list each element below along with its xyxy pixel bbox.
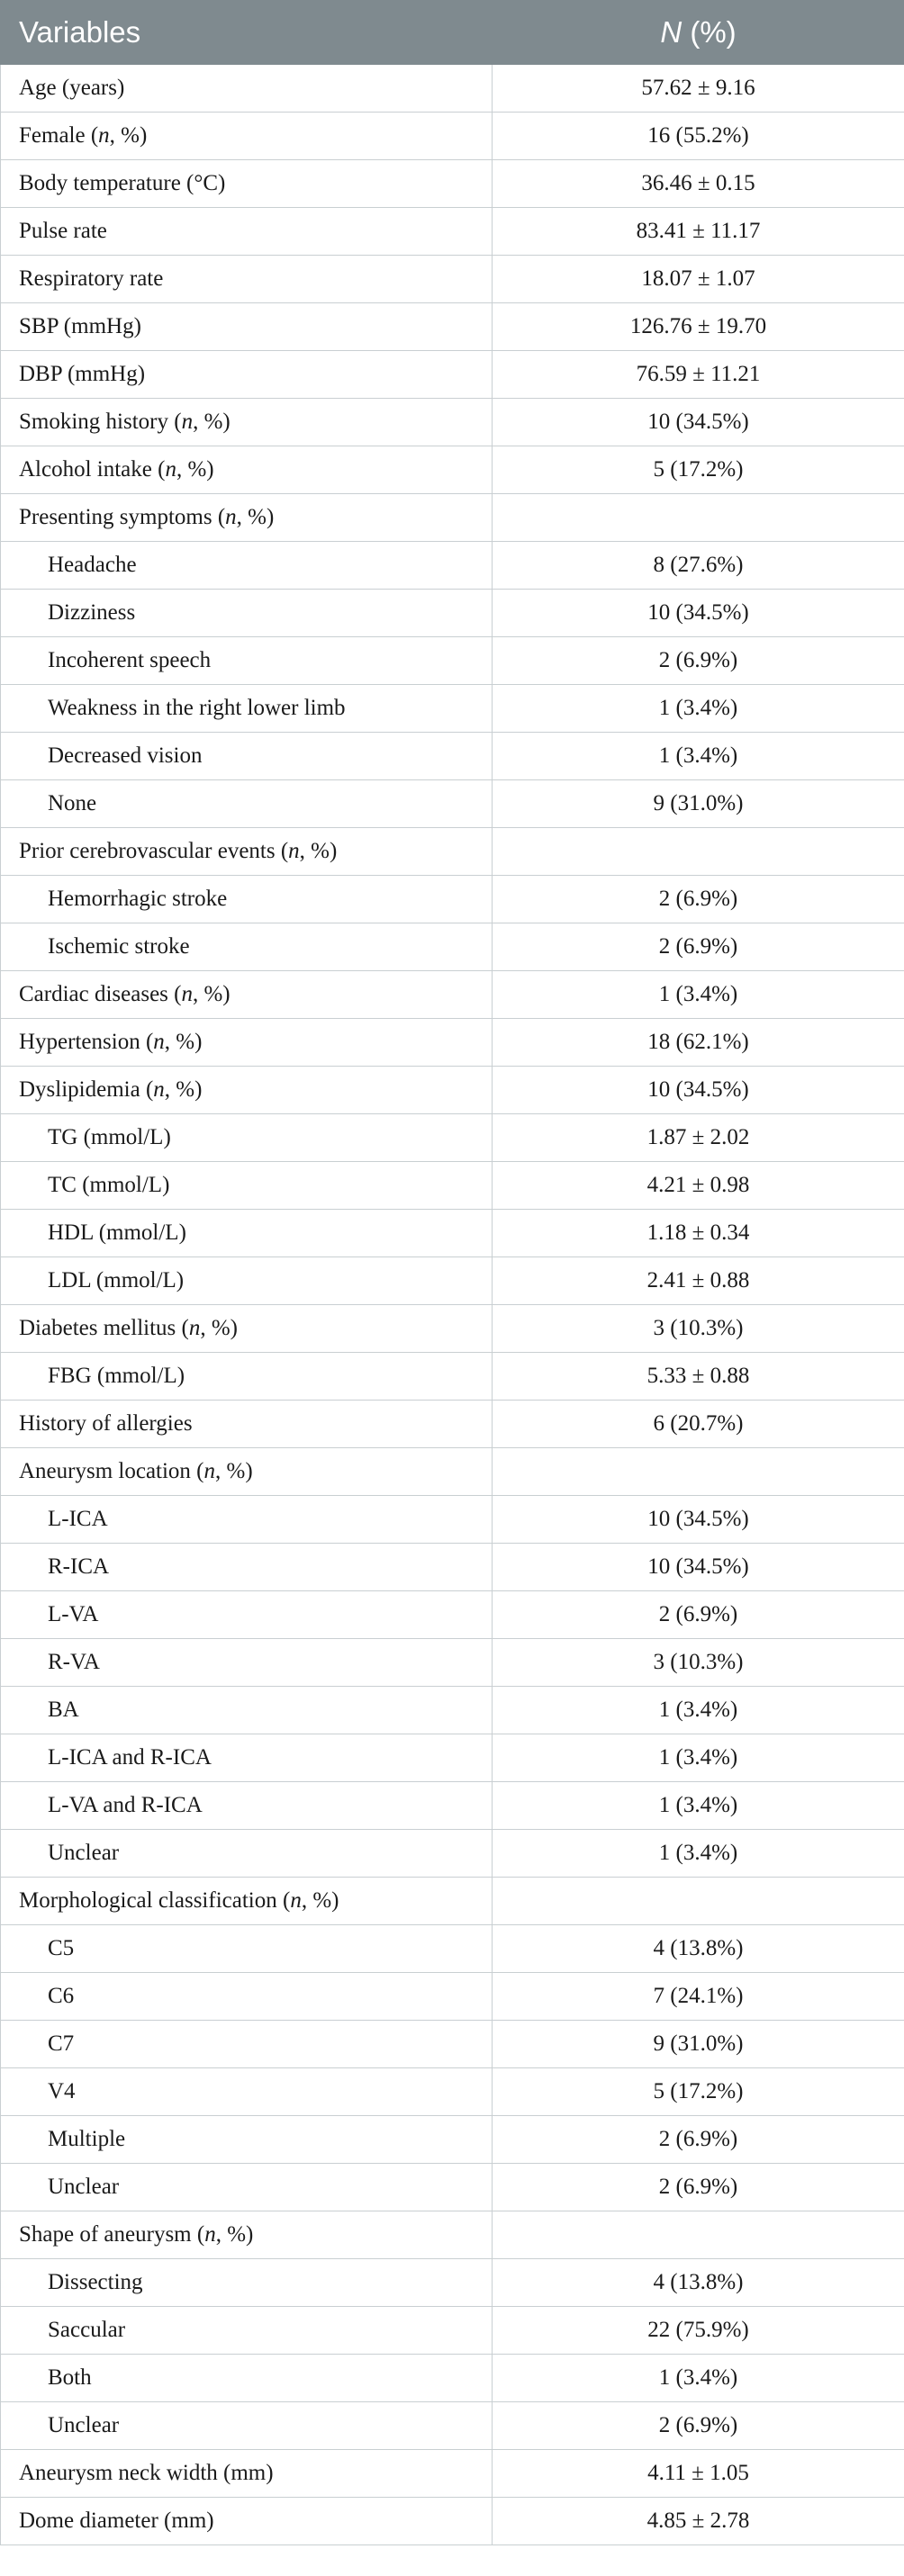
variable-label: Dissecting — [48, 2270, 143, 2294]
variable-label-italic: n — [165, 457, 176, 482]
variable-label-tail: , %) — [301, 1888, 339, 1913]
value-cell: 2 (6.9%) — [493, 2164, 904, 2211]
table-body — [1, 65, 904, 2545]
variable-label-italic: n — [188, 1316, 201, 1340]
value-cell: 1.87 ± 2.02 — [493, 1114, 904, 1162]
table-row — [1, 399, 904, 446]
table-row — [1, 494, 904, 542]
variable-label-cell — [1, 1114, 493, 1162]
value-cell: 10 (34.5%) — [493, 590, 904, 637]
variable-label: Hemorrhagic stroke — [48, 887, 228, 911]
table-row — [1, 2211, 904, 2259]
value-cell: 10 (34.5%) — [493, 1067, 904, 1114]
value-cell: 76.59 ± 11.21 — [493, 351, 904, 399]
variable-label-italic: n — [98, 123, 110, 148]
variable-label: Both — [48, 2365, 92, 2390]
value-cell: 10 (34.5%) — [493, 1496, 904, 1544]
table-row — [1, 923, 904, 971]
value-cell — [493, 494, 904, 542]
variable-label-cell — [1, 1257, 493, 1305]
table-row — [1, 1591, 904, 1639]
variable-label-cell — [1, 1544, 493, 1591]
variable-label-cell — [1, 876, 493, 923]
variable-label-cell — [1, 1496, 493, 1544]
table-row — [1, 1448, 904, 1496]
variable-label: Prior cerebrovascular events ( — [19, 839, 289, 863]
value-cell: 4.21 ± 0.98 — [493, 1162, 904, 1210]
variable-label: L-VA and R-ICA — [48, 1793, 203, 1817]
table-header — [1, 1, 904, 65]
value-cell: 2 (6.9%) — [493, 1591, 904, 1639]
variable-label: Decreased vision — [48, 743, 203, 768]
variable-label: V4 — [48, 2079, 76, 2103]
variable-label: Presenting symptoms ( — [19, 505, 226, 529]
table-row — [1, 2498, 904, 2545]
variable-label-cell — [1, 2021, 493, 2068]
variable-label-cell — [1, 1448, 493, 1496]
table-row — [1, 590, 904, 637]
variable-label-tail: , %) — [164, 1030, 203, 1054]
variable-label: Hypertension ( — [19, 1030, 154, 1054]
value-cell: 1 (3.4%) — [493, 733, 904, 780]
table-row — [1, 1878, 904, 1925]
n-percent-column-header — [493, 1, 904, 65]
variable-label: FBG (mmol/L) — [48, 1364, 185, 1388]
variable-label: Respiratory rate — [19, 266, 164, 291]
variable-label: Morphological classification ( — [19, 1888, 291, 1913]
table-row — [1, 1401, 904, 1448]
variable-label: R-VA — [48, 1650, 100, 1674]
value-cell: 2 (6.9%) — [493, 2402, 904, 2450]
variable-label: TG (mmol/L) — [48, 1125, 171, 1149]
value-cell: 2 (6.9%) — [493, 876, 904, 923]
table-row — [1, 685, 904, 733]
variable-label-tail: , %) — [109, 123, 148, 148]
table-row — [1, 1257, 904, 1305]
table-row — [1, 1734, 904, 1782]
value-cell: 2 (6.9%) — [493, 923, 904, 971]
variable-label-cell — [1, 1019, 493, 1067]
variable-label-cell — [1, 1973, 493, 2021]
variable-label: Incoherent speech — [48, 648, 212, 672]
variable-label-cell — [1, 637, 493, 685]
table-row — [1, 2259, 904, 2307]
variable-label-cell — [1, 1162, 493, 1210]
table-row — [1, 1353, 904, 1401]
variable-label-cell — [1, 160, 493, 208]
table-row — [1, 2068, 904, 2116]
table-row — [1, 303, 904, 351]
table-row — [1, 2307, 904, 2355]
variable-label-cell — [1, 1925, 493, 1973]
variable-label-tail: , %) — [193, 410, 231, 434]
table-row — [1, 446, 904, 494]
table-row — [1, 1496, 904, 1544]
variable-label-tail: , %) — [192, 982, 231, 1006]
table-row — [1, 542, 904, 590]
table-row — [1, 733, 904, 780]
variable-label-cell — [1, 1305, 493, 1353]
variables-column-header: Variables — [1, 1, 493, 65]
variable-label-cell — [1, 1210, 493, 1257]
table-row — [1, 637, 904, 685]
variable-label-cell — [1, 113, 493, 160]
variable-label: L-ICA and R-ICA — [48, 1745, 212, 1770]
variable-label: Weakness in the right lower limb — [48, 696, 346, 720]
variable-label-italic: n — [181, 410, 194, 434]
variable-label-tail: , %) — [215, 2222, 254, 2247]
value-cell — [493, 1878, 904, 1925]
table-row — [1, 1305, 904, 1353]
variable-label-cell — [1, 1591, 493, 1639]
table-row — [1, 876, 904, 923]
value-cell: 126.76 ± 19.70 — [493, 303, 904, 351]
value-cell: 4.11 ± 1.05 — [493, 2450, 904, 2498]
value-cell: 1 (3.4%) — [493, 1782, 904, 1830]
value-cell: 5 (17.2%) — [493, 2068, 904, 2116]
variable-label: Headache — [48, 553, 137, 577]
value-cell: 2 (6.9%) — [493, 2116, 904, 2164]
variable-label: R-ICA — [48, 1554, 110, 1579]
variable-label-cell — [1, 1687, 493, 1734]
table-row — [1, 256, 904, 303]
value-cell: 18 (62.1%) — [493, 1019, 904, 1067]
variable-label-cell — [1, 1878, 493, 1925]
variable-label: LDL (mmol/L) — [48, 1268, 185, 1293]
value-cell: 8 (27.6%) — [493, 542, 904, 590]
table-row — [1, 971, 904, 1019]
table-row — [1, 1782, 904, 1830]
table-row — [1, 113, 904, 160]
value-cell: 4.85 ± 2.78 — [493, 2498, 904, 2545]
value-cell: 22 (75.9%) — [493, 2307, 904, 2355]
variable-label-cell — [1, 2307, 493, 2355]
variable-label-cell — [1, 1353, 493, 1401]
table-row — [1, 1687, 904, 1734]
value-cell: 1 (3.4%) — [493, 2355, 904, 2402]
variable-label-cell — [1, 590, 493, 637]
variable-label-cell — [1, 1782, 493, 1830]
table-row — [1, 1019, 904, 1067]
table-row — [1, 780, 904, 828]
value-cell: 5.33 ± 0.88 — [493, 1353, 904, 1401]
table-row — [1, 1925, 904, 1973]
variable-label-cell — [1, 2211, 493, 2259]
table-row — [1, 2402, 904, 2450]
variable-label: Dyslipidemia ( — [19, 1077, 154, 1102]
variable-label-cell — [1, 2498, 493, 2545]
variable-label: Cardiac diseases ( — [19, 982, 182, 1006]
variable-label: Unclear — [48, 2413, 120, 2437]
table-row — [1, 1973, 904, 2021]
variable-label-cell — [1, 1401, 493, 1448]
variable-label: L-ICA — [48, 1507, 108, 1531]
variable-label-cell — [1, 2259, 493, 2307]
value-cell: 1 (3.4%) — [493, 971, 904, 1019]
variable-label-cell — [1, 1830, 493, 1878]
value-cell: 1 (3.4%) — [493, 685, 904, 733]
variable-label-cell — [1, 351, 493, 399]
variable-label-italic: n — [203, 1459, 216, 1483]
variable-label-cell — [1, 303, 493, 351]
variable-label-cell — [1, 685, 493, 733]
variable-label: L-VA — [48, 1602, 99, 1626]
value-cell: 5 (17.2%) — [493, 446, 904, 494]
variable-label-cell — [1, 828, 493, 876]
variable-label: Unclear — [48, 1841, 120, 1865]
table-row — [1, 2164, 904, 2211]
table-row — [1, 1114, 904, 1162]
variable-label: C6 — [48, 1984, 75, 2008]
value-cell: 36.46 ± 0.15 — [493, 160, 904, 208]
variable-label-cell — [1, 399, 493, 446]
variable-label-cell — [1, 494, 493, 542]
table-row — [1, 1162, 904, 1210]
value-cell: 83.41 ± 11.17 — [493, 208, 904, 256]
variable-label-cell — [1, 2402, 493, 2450]
value-cell: 10 (34.5%) — [493, 1544, 904, 1591]
variable-label: Age (years) — [19, 76, 125, 100]
value-cell: 9 (31.0%) — [493, 2021, 904, 2068]
variable-label-tail: , %) — [299, 839, 338, 863]
table-row — [1, 1210, 904, 1257]
variable-label: C7 — [48, 2031, 75, 2056]
variable-label-italic: n — [204, 2222, 216, 2247]
percent-label: (%) — [682, 15, 737, 49]
variable-label-cell — [1, 208, 493, 256]
variable-label-cell — [1, 2164, 493, 2211]
variable-label: Multiple — [48, 2127, 126, 2151]
table-row — [1, 2355, 904, 2402]
value-cell: 6 (20.7%) — [493, 1401, 904, 1448]
variable-label: Aneurysm location ( — [19, 1459, 204, 1483]
variable-label-tail: , %) — [164, 1077, 203, 1102]
variable-label-cell — [1, 2450, 493, 2498]
variable-label: Female ( — [19, 123, 99, 148]
variable-label-italic: n — [153, 1077, 165, 1102]
table-row — [1, 1544, 904, 1591]
table-row — [1, 828, 904, 876]
table-row — [1, 2116, 904, 2164]
variable-label-italic: n — [290, 1888, 302, 1913]
variable-label: SBP (mmHg) — [19, 314, 141, 338]
value-cell: 1 (3.4%) — [493, 1830, 904, 1878]
variable-label-italic: n — [153, 1030, 165, 1054]
variable-label: DBP (mmHg) — [19, 362, 146, 386]
variable-label: Unclear — [48, 2175, 120, 2199]
variable-label: Diabetes mellitus ( — [19, 1316, 189, 1340]
value-cell — [493, 2211, 904, 2259]
variable-label: Pulse rate — [19, 219, 107, 243]
value-cell — [493, 1448, 904, 1496]
variable-label: Saccular — [48, 2318, 126, 2342]
variable-label-cell — [1, 446, 493, 494]
variable-label-tail: , %) — [200, 1316, 238, 1340]
value-cell: 57.62 ± 9.16 — [493, 65, 904, 113]
variable-label: Aneurysm neck width (mm) — [19, 2461, 274, 2485]
variable-label-tail: , %) — [176, 457, 214, 482]
variable-label-italic: n — [288, 839, 300, 863]
table-row — [1, 2450, 904, 2498]
variable-label: Dome diameter (mm) — [19, 2508, 214, 2533]
variable-label: TC (mmol/L) — [48, 1173, 170, 1197]
value-cell: 4 (13.8%) — [493, 2259, 904, 2307]
variable-label-cell — [1, 2116, 493, 2164]
variable-label-cell — [1, 1734, 493, 1782]
variable-label-cell — [1, 542, 493, 590]
variable-label-cell — [1, 971, 493, 1019]
value-cell: 2 (6.9%) — [493, 637, 904, 685]
variable-label-cell — [1, 2068, 493, 2116]
value-cell: 18.07 ± 1.07 — [493, 256, 904, 303]
value-cell: 16 (55.2%) — [493, 113, 904, 160]
table-row — [1, 1830, 904, 1878]
variable-label-cell — [1, 1067, 493, 1114]
value-cell: 1 (3.4%) — [493, 1687, 904, 1734]
variable-label: Dizziness — [48, 600, 136, 625]
table-row — [1, 208, 904, 256]
value-cell: 1.18 ± 0.34 — [493, 1210, 904, 1257]
value-cell: 1 (3.4%) — [493, 1734, 904, 1782]
variable-label: Shape of aneurysm ( — [19, 2222, 205, 2247]
variable-label-italic: n — [181, 982, 193, 1006]
table-row — [1, 160, 904, 208]
n-symbol: N — [660, 15, 683, 49]
variable-label: None — [48, 791, 97, 815]
variable-label: Alcohol intake ( — [19, 457, 166, 482]
table-row — [1, 351, 904, 399]
header-row — [1, 1, 904, 65]
variable-label: Body temperature (°C) — [19, 171, 226, 195]
table-row — [1, 1067, 904, 1114]
variable-label-cell — [1, 65, 493, 113]
variable-label-tail: , %) — [215, 1459, 253, 1483]
value-cell: 9 (31.0%) — [493, 780, 904, 828]
variable-label-cell — [1, 733, 493, 780]
variable-label-cell — [1, 780, 493, 828]
value-cell: 10 (34.5%) — [493, 399, 904, 446]
value-cell — [493, 828, 904, 876]
table-row — [1, 65, 904, 113]
table-row — [1, 1639, 904, 1687]
variable-label: Ischemic stroke — [48, 934, 190, 959]
variable-label: BA — [48, 1698, 79, 1722]
variable-label-cell — [1, 2355, 493, 2402]
variable-label: C5 — [48, 1936, 75, 1960]
variable-label-italic: n — [225, 505, 237, 529]
variable-label: HDL (mmol/L) — [48, 1220, 186, 1245]
value-cell: 2.41 ± 0.88 — [493, 1257, 904, 1305]
value-cell: 4 (13.8%) — [493, 1925, 904, 1973]
variable-label: Smoking history ( — [19, 410, 182, 434]
variable-label-cell — [1, 923, 493, 971]
variable-label-cell — [1, 256, 493, 303]
value-cell: 3 (10.3%) — [493, 1639, 904, 1687]
table-row — [1, 2021, 904, 2068]
variable-label: History of allergies — [19, 1411, 193, 1436]
value-cell: 7 (24.1%) — [493, 1973, 904, 2021]
variable-label-tail: , %) — [236, 505, 275, 529]
value-cell: 3 (10.3%) — [493, 1305, 904, 1353]
variable-label-cell — [1, 1639, 493, 1687]
